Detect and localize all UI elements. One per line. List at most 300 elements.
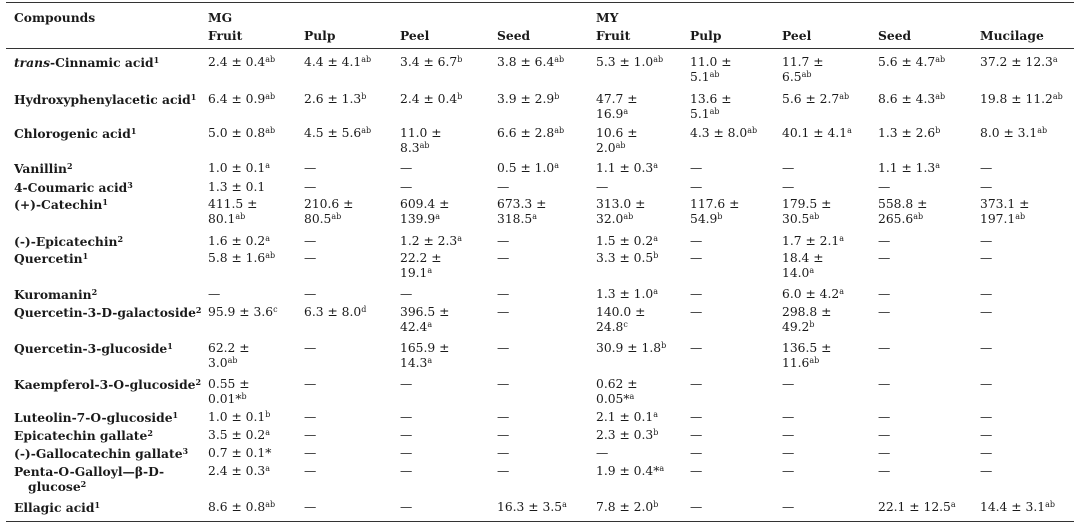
table-cell — [690, 287, 702, 302]
header-peel-my: Peel — [782, 28, 812, 43]
cell-value-sup: b — [935, 126, 941, 135]
cell-value: 1.7 ± 2.1 — [782, 234, 840, 248]
cell-value: 3.3 ± 0.5 — [596, 251, 654, 265]
table-cell — [980, 180, 992, 195]
table-cell — [400, 341, 449, 371]
header-fruit-mg: Fruit — [208, 28, 243, 43]
cell-value: 6.3 ± 8.0 — [304, 305, 362, 319]
cell-value: 62.2 ± — [208, 341, 250, 355]
compound-footnote: 1 — [82, 251, 89, 261]
cell-value: 18.4 ± — [782, 251, 824, 265]
cell-value: 2.1 ± 0.1 — [596, 410, 654, 424]
cell-value: — — [980, 410, 993, 424]
cell-value: — — [400, 410, 413, 424]
cell-value: 11.7 ± — [782, 55, 824, 69]
cell-value-sup: ab — [653, 55, 664, 64]
cell-value: 1.3 ± 1.0 — [596, 287, 654, 301]
table-cell — [208, 410, 270, 425]
cell-value: 2.6 ± 1.3 — [304, 92, 362, 106]
cell-value-line2: 0.05* — [596, 392, 630, 406]
cell-value-sup: b — [457, 92, 463, 101]
table-cell — [596, 180, 608, 195]
cell-value-sup: ab — [1045, 500, 1055, 509]
cell-value: — — [690, 234, 703, 248]
cell-value-sup: b — [653, 251, 659, 260]
compound-footnote: 2 — [66, 161, 73, 171]
cell-value: — — [782, 500, 795, 514]
cell-value-line2: 80.5 — [304, 212, 332, 226]
table-cell — [980, 500, 1055, 515]
cell-value-sup: a — [839, 234, 845, 243]
table-cell — [690, 446, 702, 461]
cell-value: 411.5 ± — [208, 197, 258, 211]
table-cell — [690, 464, 702, 479]
cell-value: — — [400, 428, 413, 442]
header-seed-my: Seed — [878, 28, 912, 43]
compound-name-text: Penta-O-Galloyl—β-D- — [14, 464, 165, 479]
cell-value: 3.9 ± 2.9 — [497, 92, 555, 106]
table-cell — [304, 126, 371, 141]
cell-value-line2-sup: ab — [419, 141, 430, 150]
cell-value: 22.2 ± — [400, 251, 442, 265]
cell-value: — — [782, 410, 795, 424]
cell-value-sup: a — [950, 500, 956, 509]
cell-value: 11.0 ± — [690, 55, 732, 69]
cell-value-line2-sup: a — [532, 212, 537, 221]
compound-name-text: 4-Coumaric acid — [14, 180, 128, 195]
table-top-rule — [6, 2, 1074, 3]
table-cell — [980, 92, 1063, 107]
table-cell — [497, 197, 546, 227]
compound-name-text: (-)-Gallocatechin gallate — [14, 446, 183, 461]
cell-value: — — [304, 410, 317, 424]
cell-value: 1.9 ± 0.4* — [596, 464, 660, 478]
cell-value-sup: b — [361, 92, 367, 101]
cell-value: 19.8 ± 11.2 — [980, 92, 1053, 106]
compound-name — [14, 92, 196, 107]
cell-value: 396.5 ± — [400, 305, 450, 319]
table-header-rule — [6, 48, 1074, 49]
cell-value: 11.0 ± — [400, 126, 442, 140]
cell-value: 2.4 ± 0.4 — [208, 55, 266, 69]
table-cell — [596, 161, 658, 176]
cell-value-sup: ab — [265, 251, 276, 260]
compound-footnote: 1 — [102, 197, 108, 207]
cell-value: — — [980, 234, 993, 248]
table-cell — [980, 428, 992, 443]
cell-value-line2: 30.5 — [782, 212, 810, 226]
cell-value: — — [304, 161, 317, 175]
cell-value-sup: ab — [935, 55, 946, 64]
compound-footnote: 2 — [195, 305, 202, 315]
table-cell — [782, 287, 844, 302]
table-cell — [782, 428, 794, 443]
cell-value-line2: 2.0 — [596, 141, 616, 155]
cell-value: 95.9 ± 3.6 — [208, 305, 274, 319]
cell-value-sup: c — [273, 305, 278, 314]
cell-value-line2: 24.8 — [596, 320, 624, 334]
table-cell — [878, 500, 956, 515]
table-cell — [208, 161, 270, 176]
cell-value: 16.3 ± 3.5 — [497, 500, 563, 514]
cell-value: 609.4 ± — [400, 197, 450, 211]
table-bottom-rule — [6, 521, 1074, 522]
compound-name-text: Quercetin-3-D-galactoside — [14, 305, 196, 320]
cell-value: 2.4 ± 0.3 — [208, 464, 266, 478]
compound-name — [14, 287, 97, 302]
table-cell — [497, 251, 509, 266]
table-cell — [497, 92, 559, 107]
cell-value-sup: a — [847, 126, 852, 135]
cell-value: 37.2 ± 12.3 — [980, 55, 1053, 69]
table-cell — [980, 197, 1029, 227]
cell-value: — — [690, 287, 703, 301]
table-cell — [878, 251, 890, 266]
table-cell — [400, 251, 442, 281]
cell-value-sup: ab — [554, 126, 565, 135]
header-peel-mg: Peel — [400, 28, 430, 43]
compound-name-text: Kuromanin — [14, 287, 92, 302]
cell-value-line2: 0.01* — [208, 392, 242, 406]
cell-value: — — [980, 341, 993, 355]
compound-footnote: 1 — [172, 410, 179, 420]
cell-value-sup: ab — [554, 55, 565, 64]
table-cell — [782, 92, 849, 107]
cell-value: 8.0 ± 3.1 — [980, 126, 1038, 140]
cell-value: — — [690, 180, 703, 194]
table-cell — [400, 55, 462, 70]
cell-value: — — [690, 410, 703, 424]
table-cell — [596, 341, 666, 356]
cell-value-line2: 11.6 — [782, 356, 810, 370]
cell-value: 373.1 ± — [980, 197, 1030, 211]
compound-name — [14, 428, 153, 443]
cell-value: 8.6 ± 0.8 — [208, 500, 266, 514]
table-cell — [304, 428, 316, 443]
cell-value-line2: 49.2 — [782, 320, 810, 334]
table-cell — [782, 500, 794, 515]
cell-value-line2-sup: a — [427, 320, 433, 329]
table-cell — [208, 251, 275, 266]
table-cell — [690, 305, 702, 320]
cell-value: 1.3 ± 0.1 — [208, 180, 266, 194]
cell-value: — — [400, 446, 413, 460]
cell-value-sup: a — [265, 464, 271, 473]
cell-value-line2: 14.3 — [400, 356, 428, 370]
table-cell — [878, 197, 927, 227]
table-cell — [878, 410, 890, 425]
table-cell — [208, 341, 250, 371]
cell-value-line2: 318.5 — [497, 212, 533, 226]
cell-value: 1.6 ± 0.2 — [208, 234, 266, 248]
cell-value-sup: a — [659, 464, 665, 473]
table-cell — [304, 410, 316, 425]
table-cell — [980, 287, 992, 302]
table-cell — [690, 500, 702, 515]
cell-value: — — [878, 410, 891, 424]
table-cell — [497, 126, 564, 141]
cell-value-sup: b — [653, 500, 659, 509]
table-cell — [980, 305, 992, 320]
compound-footnote: 2 — [147, 428, 153, 438]
cell-value-line2-sup: ab — [615, 141, 626, 150]
cell-value: — — [304, 446, 317, 460]
cell-value: 1.1 ± 1.3 — [878, 161, 936, 175]
cell-value: 1.0 ± 0.1 — [208, 410, 266, 424]
table-cell — [690, 161, 702, 176]
table-cell — [980, 55, 1058, 70]
table-cell — [782, 446, 794, 461]
cell-value: 30.9 ± 1.8 — [596, 341, 662, 355]
cell-value: — — [980, 446, 993, 460]
cell-value: — — [497, 305, 510, 319]
cell-value: — — [497, 428, 510, 442]
compound-name-text: Ellagic acid — [14, 500, 95, 515]
table-cell — [304, 287, 316, 302]
cell-value-line2-sup: ab — [809, 212, 820, 221]
cell-value: — — [208, 287, 221, 301]
cell-value-sup: ab — [265, 500, 276, 509]
table-cell — [690, 428, 702, 443]
compound-footnote: 1 — [153, 55, 160, 65]
compound-footnote: 2 — [80, 479, 87, 489]
compound-name-text: Luteolin-7-O-glucoside — [14, 410, 173, 425]
table-cell — [208, 92, 275, 107]
table-cell — [878, 287, 890, 302]
cell-value: — — [304, 377, 317, 391]
cell-value: — — [497, 251, 510, 265]
table-cell — [690, 180, 702, 195]
table-cell — [208, 197, 257, 227]
table-cell — [400, 234, 462, 249]
cell-value-line2-sup: a — [629, 392, 635, 401]
cell-value-sup: ab — [839, 92, 850, 101]
cell-value: — — [782, 446, 795, 460]
compound-footnote: 3 — [127, 180, 133, 190]
cell-value: 4.4 ± 4.1 — [304, 55, 362, 69]
cell-value-line2-sup: ab — [1015, 212, 1026, 221]
cell-value: — — [878, 446, 891, 460]
cell-value: — — [878, 251, 891, 265]
cell-value: — — [878, 305, 891, 319]
table-cell — [782, 410, 794, 425]
cell-value-sup: a — [839, 287, 845, 296]
cell-value-line2-sup: c — [623, 320, 628, 329]
cell-value: 165.9 ± — [400, 341, 450, 355]
cell-value-sup: ab — [265, 126, 276, 135]
cell-value-line2: 80.1 — [208, 212, 236, 226]
table-cell — [208, 126, 275, 141]
cell-value-sup: ab — [361, 126, 372, 135]
cell-value-line2-sup: a — [427, 356, 433, 365]
table-cell — [497, 180, 509, 195]
table-cell — [497, 377, 509, 392]
cell-value: 0.55 ± — [208, 377, 250, 391]
cell-value: — — [400, 287, 413, 301]
table-cell — [497, 500, 567, 515]
cell-value: 1.3 ± 2.6 — [878, 126, 936, 140]
table-cell — [596, 305, 645, 335]
cell-value: 140.0 ± — [596, 305, 646, 319]
header-seed-mg: Seed — [497, 28, 531, 43]
table-cell — [497, 305, 509, 320]
cell-value-line2: 197.1 — [980, 212, 1016, 226]
cell-value: — — [980, 287, 993, 301]
cell-value: — — [304, 341, 317, 355]
cell-value: — — [980, 180, 993, 194]
cell-value-sup: a — [653, 410, 659, 419]
cell-value: — — [690, 464, 703, 478]
cell-value-line2: 16.9 — [596, 107, 624, 121]
table-cell — [690, 126, 757, 141]
cell-value: 3.8 ± 6.4 — [497, 55, 555, 69]
table-cell — [596, 446, 608, 461]
table-cell — [208, 377, 250, 407]
table-cell — [980, 446, 992, 461]
table-cell — [980, 251, 992, 266]
cell-value-sup: a — [554, 161, 560, 170]
table-cell — [304, 180, 316, 195]
cell-value: 10.6 ± — [596, 126, 638, 140]
cell-value: 1.2 ± 2.3 — [400, 234, 458, 248]
compound-name-text: Hydroxyphenylacetic acid — [14, 92, 191, 107]
table-cell — [782, 305, 831, 335]
table-cell — [304, 446, 316, 461]
compound-name — [14, 180, 133, 195]
cell-value: 3.5 ± 0.2 — [208, 428, 266, 442]
compound-name-rest: -Cinnamic acid — [50, 55, 154, 70]
cell-value: — — [497, 234, 510, 248]
compound-name-text: Vanillin — [14, 161, 67, 176]
cell-value-sup: b — [457, 55, 463, 64]
table-cell — [690, 377, 702, 392]
table-cell — [497, 428, 509, 443]
cell-value-line2: 54.9 — [690, 212, 718, 226]
cell-value: — — [497, 287, 510, 301]
compound-footnote: 1 — [94, 500, 101, 510]
cell-value: 22.1 ± 12.5 — [878, 500, 951, 514]
table-cell — [400, 410, 412, 425]
cell-value: — — [878, 180, 891, 194]
table-cell — [497, 161, 559, 176]
compound-name — [14, 341, 173, 356]
compound-name — [14, 126, 136, 141]
header-mucilage-my: Mucilage — [980, 28, 1044, 43]
cell-value: — — [980, 251, 993, 265]
cell-value: 298.8 ± — [782, 305, 832, 319]
table-cell — [497, 410, 509, 425]
cell-value-line2: 3.0 — [208, 356, 228, 370]
cell-value-line2-sup: b — [241, 392, 247, 401]
cell-value-line2-sup: b — [717, 212, 723, 221]
cell-value: 5.0 ± 0.8 — [208, 126, 266, 140]
table-cell — [304, 305, 366, 320]
cell-value-line2-sup: ab — [709, 107, 720, 116]
table-cell — [690, 234, 702, 249]
table-cell — [878, 161, 940, 176]
cell-value: — — [304, 287, 317, 301]
table-cell — [782, 161, 794, 176]
table-cell — [878, 126, 940, 141]
cell-value-line2: 32.0 — [596, 212, 624, 226]
table-cell — [304, 341, 316, 356]
table-cell — [596, 55, 663, 70]
cell-value: — — [980, 464, 993, 478]
table-cell — [878, 180, 890, 195]
cell-value-line2-sup: ab — [227, 356, 238, 365]
cell-value-line2-sup: a — [809, 266, 815, 275]
table-cell — [497, 287, 509, 302]
cell-value-sup: a — [562, 500, 567, 509]
cell-value-line2: 6.5 — [782, 70, 802, 84]
compound-name-text: Chlorogenic acid — [14, 126, 131, 141]
cell-value-line2: 265.6 — [878, 212, 914, 226]
compound-name-line2: glucose — [28, 479, 81, 494]
cell-value: — — [400, 464, 413, 478]
cell-value-line2-sup: ab — [801, 70, 812, 79]
table-cell — [980, 126, 1047, 141]
cell-value: 47.7 ± — [596, 92, 638, 106]
header-fruit-my: Fruit — [596, 28, 631, 43]
header-group-my: MY — [596, 10, 619, 25]
table-cell — [497, 55, 564, 70]
cell-value: 2.3 ± 0.3 — [596, 428, 654, 442]
table-cell — [497, 341, 509, 356]
table-cell — [782, 234, 844, 249]
cell-value: — — [690, 161, 703, 175]
cell-value-line2-sup: a — [435, 212, 440, 221]
cell-value-line2: 5.1 — [690, 107, 710, 121]
cell-value-sup: a — [653, 287, 659, 296]
cell-value-sup: d — [361, 305, 367, 314]
table-cell — [596, 197, 645, 227]
cell-value-line2: 14.0 — [782, 266, 810, 280]
cell-value: 136.5 ± — [782, 341, 832, 355]
cell-value-sup: b — [265, 410, 271, 419]
cell-value: — — [980, 305, 993, 319]
table-cell — [400, 92, 462, 107]
cell-value: — — [878, 428, 891, 442]
table-cell — [208, 180, 265, 195]
cell-value-line2-sup: ab — [235, 212, 246, 221]
cell-value-sup: a — [935, 161, 941, 170]
table-cell — [400, 305, 449, 335]
compound-footnote: 2 — [91, 287, 98, 297]
table-cell — [782, 126, 852, 141]
table-cell — [596, 234, 658, 249]
table-cell — [782, 377, 794, 392]
compound-name — [14, 464, 164, 494]
cell-value: — — [690, 377, 703, 391]
cell-value: — — [980, 428, 993, 442]
cell-value-line2-sup: a — [623, 107, 629, 116]
compound-footnote: 2 — [117, 234, 124, 244]
table-cell — [400, 197, 449, 227]
cell-value-sup: ab — [265, 92, 276, 101]
table-cell — [304, 92, 366, 107]
cell-value: 8.6 ± 4.3 — [878, 92, 936, 106]
cell-value: — — [690, 251, 703, 265]
cell-value: — — [596, 180, 609, 194]
cell-value-sup: ab — [265, 55, 276, 64]
table-cell — [878, 55, 945, 70]
cell-value-line2-sup: ab — [623, 212, 634, 221]
table-cell — [878, 446, 890, 461]
cell-value-line2: 139.9 — [400, 212, 436, 226]
cell-value: — — [304, 464, 317, 478]
cell-value-sup: ab — [361, 55, 372, 64]
header-pulp-my: Pulp — [690, 28, 722, 43]
